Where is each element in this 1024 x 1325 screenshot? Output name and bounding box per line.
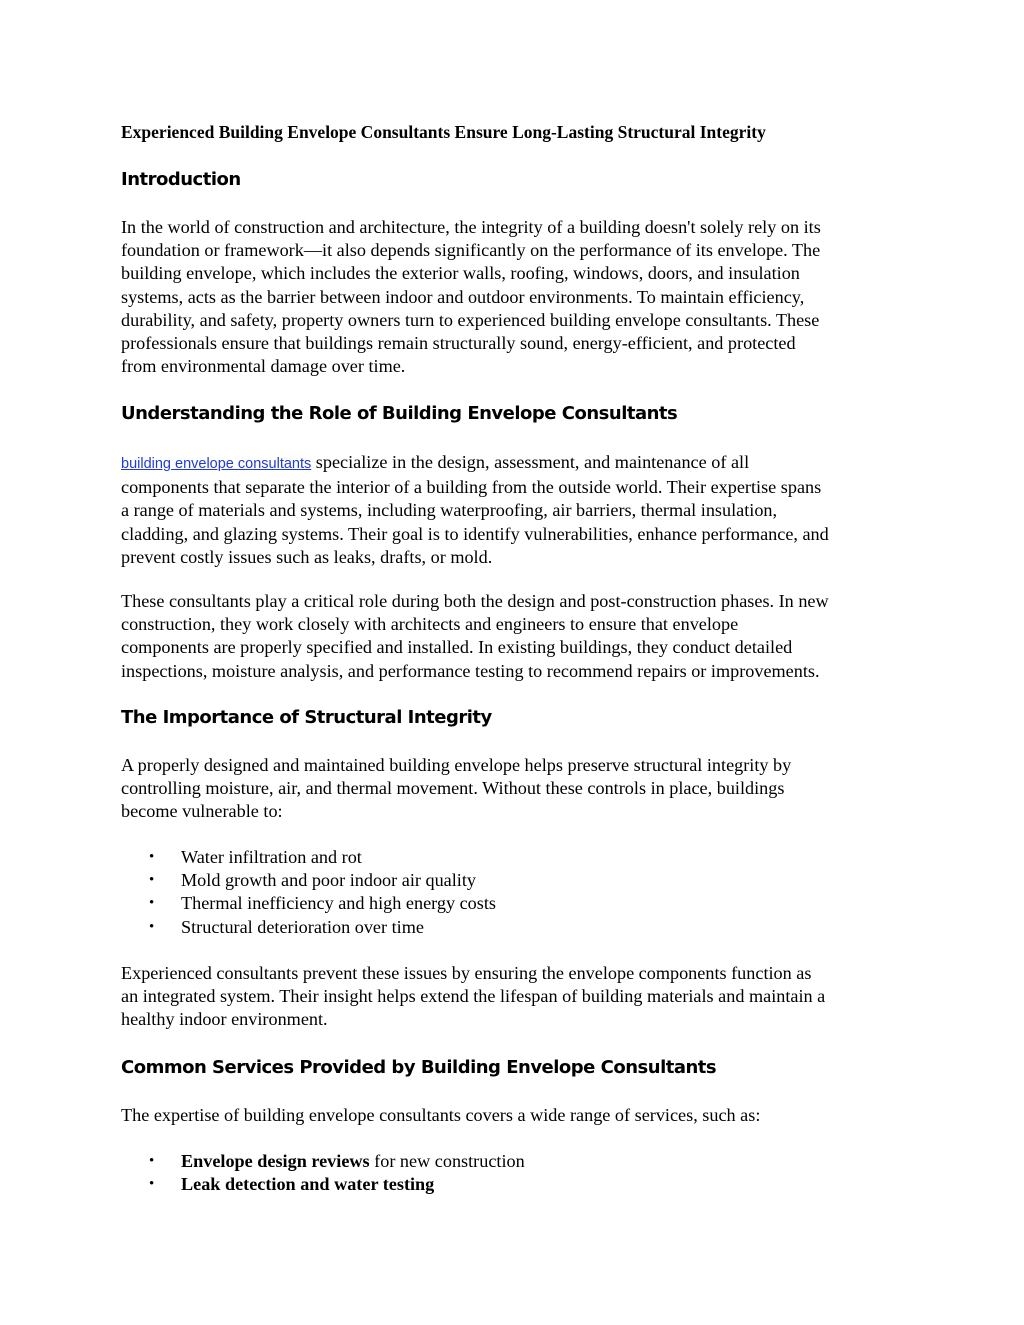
section-heading-services: Common Services Provided by Building Envelope Consultants bbox=[121, 1057, 717, 1078]
list-item-text: for new construction bbox=[369, 1151, 525, 1171]
list-item bbox=[121, 892, 496, 915]
text-line: from environmental damage over time. bbox=[121, 356, 406, 377]
text-line: The expertise of building envelope consultants covers a wide range of services, such as: bbox=[121, 1105, 761, 1125]
text-line: foundation or framework—it also depends significantly on the performance of its envelope. The bbox=[121, 240, 821, 261]
list-item-text: Structural deterioration over time bbox=[181, 916, 424, 937]
list-item-text: Water infiltration and rot bbox=[181, 847, 362, 867]
section-heading-introduction: Introduction bbox=[121, 169, 241, 190]
text-line: professionals ensure that buildings remain structurally sound, energy-efficient, and protected bbox=[121, 333, 796, 354]
vulnerability-list bbox=[121, 846, 496, 939]
building-envelope-consultants-link[interactable]: building envelope consultants bbox=[121, 456, 312, 472]
text-line: prevent costly issues such as leaks, drafts, or mold. bbox=[121, 546, 493, 567]
bullet-icon: • bbox=[149, 849, 155, 865]
bullet-icon: • bbox=[149, 1176, 155, 1193]
list-item-text: Thermal inefficiency and high energy costs bbox=[181, 893, 496, 914]
text-line: Experienced consultants prevent these issues by ensuring the envelope components function as bbox=[121, 963, 812, 983]
text-line: a range of materials and systems, including waterproofing, air barriers, thermal insulation, bbox=[121, 500, 778, 521]
text-line: healthy indoor environment. bbox=[121, 1009, 328, 1030]
text-line: In the world of construction and architecture, the integrity of a building doesn't solely rely on its bbox=[121, 217, 821, 237]
bullet-icon: • bbox=[149, 895, 155, 912]
bullet-icon: • bbox=[149, 872, 155, 889]
list-item bbox=[121, 916, 496, 939]
list-item bbox=[121, 846, 496, 869]
text-line: controlling moisture, air, and thermal movement. Without these controls in place, buildings bbox=[121, 778, 785, 799]
text-line: systems, acts as the barrier between indoor and outdoor environments. To maintain efficiency, bbox=[121, 286, 805, 307]
text-line: components that separate the interior of a building from the outside world. Their expertise spans bbox=[121, 477, 822, 498]
list-item-bold-text: Leak detection and water testing bbox=[181, 1174, 435, 1195]
text-line bbox=[121, 451, 911, 476]
list-item-bold-text: Envelope design reviews bbox=[181, 1151, 370, 1171]
list-item bbox=[121, 1173, 525, 1196]
intro-paragraph bbox=[121, 216, 911, 378]
text-line: components are properly specified and installed. In existing buildings, they conduct detailed bbox=[121, 637, 793, 658]
bullet-icon: • bbox=[149, 918, 155, 935]
text-line: an integrated system. Their insight helps extend the lifespan of building materials and maintain a bbox=[121, 986, 826, 1007]
text-line: durability, and safety, property owners turn to experienced building envelope consultants. These bbox=[121, 309, 820, 330]
text-line: inspections, moisture analysis, and performance testing to recommend repairs or improvements. bbox=[121, 660, 820, 681]
services-list bbox=[121, 1150, 525, 1196]
text-line: cladding, and glazing systems. Their goal is to identify vulnerabilities, enhance performance, and bbox=[121, 523, 829, 544]
text-line: These consultants play a critical role during both the design and post-construction phases. In new bbox=[121, 591, 829, 611]
importance-paragraph-2 bbox=[121, 962, 911, 1032]
list-item-text: Mold growth and poor indoor air quality bbox=[181, 870, 476, 891]
text-line: become vulnerable to: bbox=[121, 801, 283, 822]
text-line: building envelope, which includes the exterior walls, roofing, windows, doors, and insulation bbox=[121, 263, 800, 284]
importance-paragraph-1 bbox=[121, 754, 911, 824]
services-paragraph bbox=[121, 1104, 911, 1127]
text-fragment: specialize in the design, assessment, and maintenance of all bbox=[311, 452, 750, 472]
section-heading-role: Understanding the Role of Building Envelope Consultants bbox=[121, 403, 678, 424]
text-line: construction, they work closely with architects and engineers to ensure that envelope bbox=[121, 614, 739, 635]
document-title: Experienced Building Envelope Consultants Ensure Long-Lasting Structural Integrity bbox=[121, 122, 766, 142]
role-paragraph-2 bbox=[121, 590, 911, 683]
list-item bbox=[121, 1150, 525, 1173]
list-item bbox=[121, 869, 496, 892]
text-line: A properly designed and maintained building envelope helps preserve structural integrity by bbox=[121, 755, 792, 775]
role-paragraph-1 bbox=[121, 451, 911, 569]
bullet-icon: • bbox=[149, 1153, 155, 1169]
section-heading-importance: The Importance of Structural Integrity bbox=[121, 707, 492, 728]
